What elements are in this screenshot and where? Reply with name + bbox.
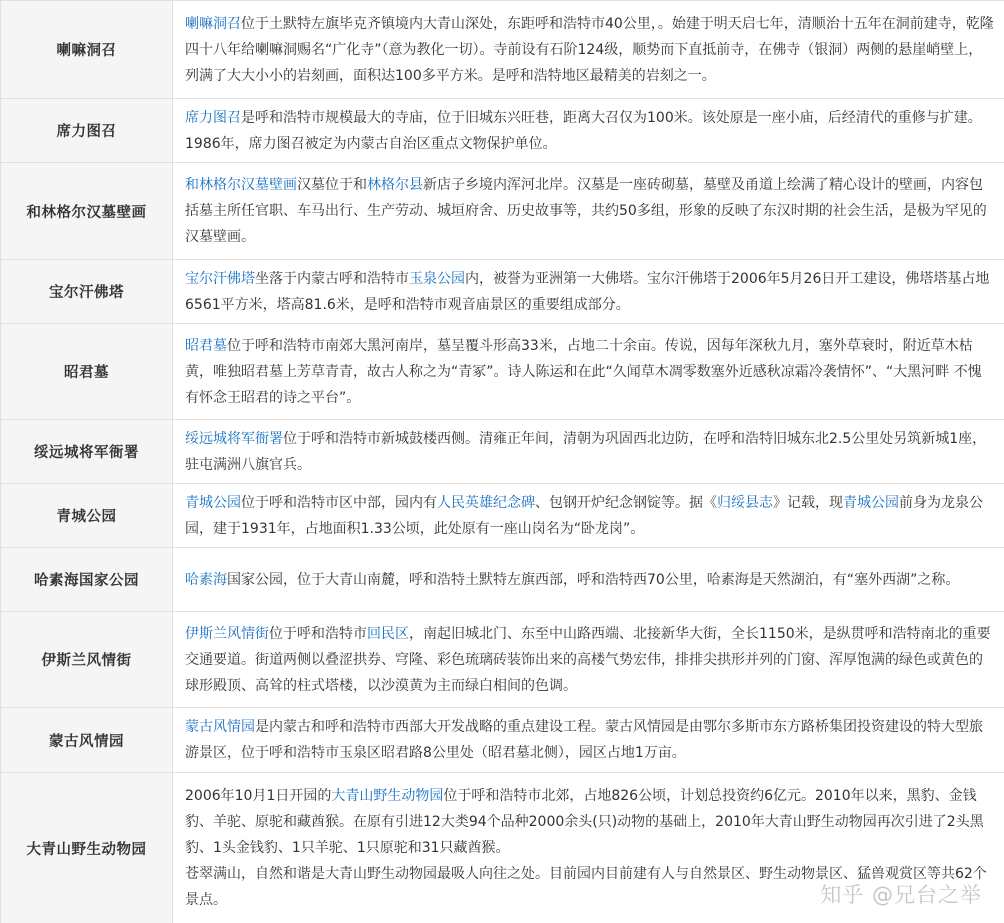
description-link[interactable]: 宝尔汗佛塔 [185,270,255,287]
description-paragraph [185,621,994,699]
attraction-name: 大青山野生动物园 [1,773,173,923]
attraction-description [173,99,1004,163]
attraction-name: 和林格尔汉墓壁画 [1,163,173,260]
table-body [1,1,1004,923]
table-row [1,420,1004,484]
table-row [1,708,1004,773]
description-paragraph [185,172,994,250]
attraction-description [173,260,1004,324]
table-row [1,484,1004,548]
watermark: 知乎 @兄台之举 [820,883,982,907]
attraction-name: 席力图召 [1,99,173,163]
attraction-name: 宝尔汗佛塔 [1,260,173,324]
description-paragraph [185,426,994,478]
description-text: 》记载，现 [773,494,843,511]
description-text: 位于呼和浩特市新城鼓楼西侧。清雍正年间，清朝为巩固西北边防，在呼和浩特旧城东北2.5公里处另筑新城1座，驻屯满洲八旗官兵。 [185,430,987,473]
description-paragraph [185,11,994,89]
description-link[interactable]: 大青山野生动物园 [331,788,444,804]
description-text: 是呼和浩特市规模最大的寺庙，位于旧城东兴旺巷，距离大召仅为100米。该处原是一座小庙，后经清代的重修与扩建。1986年，席力图召被定为内蒙古自治区重点文物保护单位。 [185,109,982,152]
table-row [1,99,1004,163]
table-row [1,324,1004,420]
attraction-description [173,708,1004,773]
description-link[interactable]: 喇嘛洞召 [185,15,241,32]
description-paragraph [185,333,994,411]
description-link[interactable]: 昭君墓 [185,337,227,354]
description-paragraph [185,714,994,766]
table-row [1,260,1004,324]
attraction-name: 伊斯兰风情街 [1,612,173,708]
description-text: 前身为龙泉公园，建于1931年，占地面积1.33公顷，此处原有一座山岗名为“卧龙岗”。 [185,494,983,537]
description-link[interactable]: 蒙古风情园 [185,719,255,735]
description-text: 位于呼和浩特市南郊大黑河南岸，墓呈覆斗形高33米，占地二十余亩。传说，因每年深秋九月，塞外草衰时，附近草木枯黄，唯独昭君墓上芳草青青，故古人称之为“青冢”。诗人陈运和在此“久闻草木凋零数塞外近感秋凉霜冷袭情怀”、“大黑河畔 不愧有怀念王昭君的诗之平台”。 [185,337,982,406]
description-link[interactable]: 和林格尔汉墓壁画 [185,177,297,193]
description-link[interactable]: 玉泉公园 [409,270,465,287]
description-paragraph [185,567,994,593]
description-paragraph [185,490,994,542]
table-row [1,548,1004,612]
description-link[interactable]: 席力图召 [185,109,241,126]
description-text: 位于呼和浩特市 [269,625,367,642]
description-text: 苍翠满山，自然和谐是大青山野生动物园最吸人向往之处。目前园内目前建有人与自然景区、野生动物景区、猛兽观赏区等共62个景点。 [185,866,987,908]
attraction-description [173,484,1004,548]
attraction-description [173,324,1004,420]
description-text: ，南起旧城北门、东至中山路西端、北接新华大街，全长1150米，是纵贯呼和浩特南北的重要交通要道。街道两侧以叠涩拱券、穹隆、彩色琉璃砖装饰出来的高楼气势宏伟，排排尖拱形并列的门窗、浑厚饱满的绿色或黄色的球形殿顶、高耸的柱式塔楼，以沙漠黄为主而绿白相间的色调。 [185,625,991,694]
description-text: 位于土默特左旗毕克齐镇境内大青山深处，东距呼和浩特市40公里，。始建于明天启七年，清顺治十五年在洞前建寺，乾隆四十八年给喇嘛洞赐名“广化寺”（意为教化一切）。寺前设有石阶124级，顺势而下直抵前寺，在佛寺（银洞）两侧的悬崖峭壁上，列满了大大小小的岩刻画，面积达100多平方米。是呼和浩特地区最精美的岩刻之一。 [185,15,994,84]
description-link[interactable]: 青城公园 [185,494,241,511]
attraction-description [173,1,1004,99]
table-row [1,163,1004,260]
description-paragraph [185,266,994,318]
attraction-name: 哈素海国家公园 [1,548,173,612]
description-text: 内，被誉为亚洲第一大佛塔。宝尔汗佛塔于2006年5月26日开工建设，佛塔塔基占地6561平方米，塔高81.6米，是呼和浩特市观音庙景区的重要组成部分。 [185,270,990,313]
description-text: 2006年10月1日开园的 [185,788,332,804]
description-link[interactable]: 回民区 [367,625,409,642]
description-text: 、包钢开炉纪念钢锭等。据《 [535,494,717,511]
description-text: 是内蒙古和呼和浩特市西部大开发战略的重点建设工程。蒙古风情园是由鄂尔多斯市东方路桥集团投资建设的特大型旅游景区，位于呼和浩特市玉泉区昭君路8公里处（昭君墓北侧），园区占地1万亩。 [185,719,983,761]
attraction-name: 青城公园 [1,484,173,548]
attraction-description [173,548,1004,612]
attraction-name: 昭君墓 [1,324,173,420]
description-paragraph [185,105,994,157]
attraction-name: 喇嘛洞召 [1,1,173,99]
description-link[interactable]: 人民英雄纪念碑 [437,494,535,511]
attraction-name: 绥远城将军衙署 [1,420,173,484]
description-link[interactable]: 哈素海 [185,571,227,588]
description-text: 位于呼和浩特市北郊，占地826公顷，计划总投资约6亿元。2010年以来，黑豹、金钱豹、羊驼、原驼和藏酋猴。在原有引进12大类94个品种2000余头(只)动物的基础上，2010年大青山野生动物园再次引进了2头黑豹、1头金钱豹、1只羊驼、1只原驼和31只藏酋猴。 [185,788,984,856]
description-text: 国家公园，位于大青山南麓，呼和浩特土默特左旗西部，呼和浩特西70公里，哈素海是天然湖泊，有“塞外西湖”之称。 [227,571,960,588]
table-row [1,612,1004,708]
attraction-description [173,163,1004,260]
description-link[interactable]: 青城公园 [843,494,899,511]
description-link[interactable]: 伊斯兰风情街 [185,625,269,642]
description-link[interactable]: 林格尔县 [367,177,423,193]
description-paragraph [185,783,994,861]
attraction-name: 蒙古风情园 [1,708,173,773]
attraction-description [173,612,1004,708]
description-text: 坐落于内蒙古呼和浩特市 [255,270,409,287]
description-text: 新店子乡境内浑河北岸。汉墓是一座砖砌墓，墓壁及甬道上绘满了精心设计的壁画，内容包括墓主所任官职、车马出行、生产劳动、城垣府舍、历史故事等，共约50多组，形象的反映了东汉时期的社会生活，是极为罕见的汉墓壁画。 [185,177,987,245]
description-text: 汉墓位于和 [297,177,367,193]
description-link[interactable]: 归绥县志 [717,494,773,511]
attraction-description [173,420,1004,484]
description-link[interactable]: 绥远城将军衙署 [185,430,283,447]
table-row [1,1,1004,99]
description-text: 位于呼和浩特市区中部，园内有 [241,494,437,511]
